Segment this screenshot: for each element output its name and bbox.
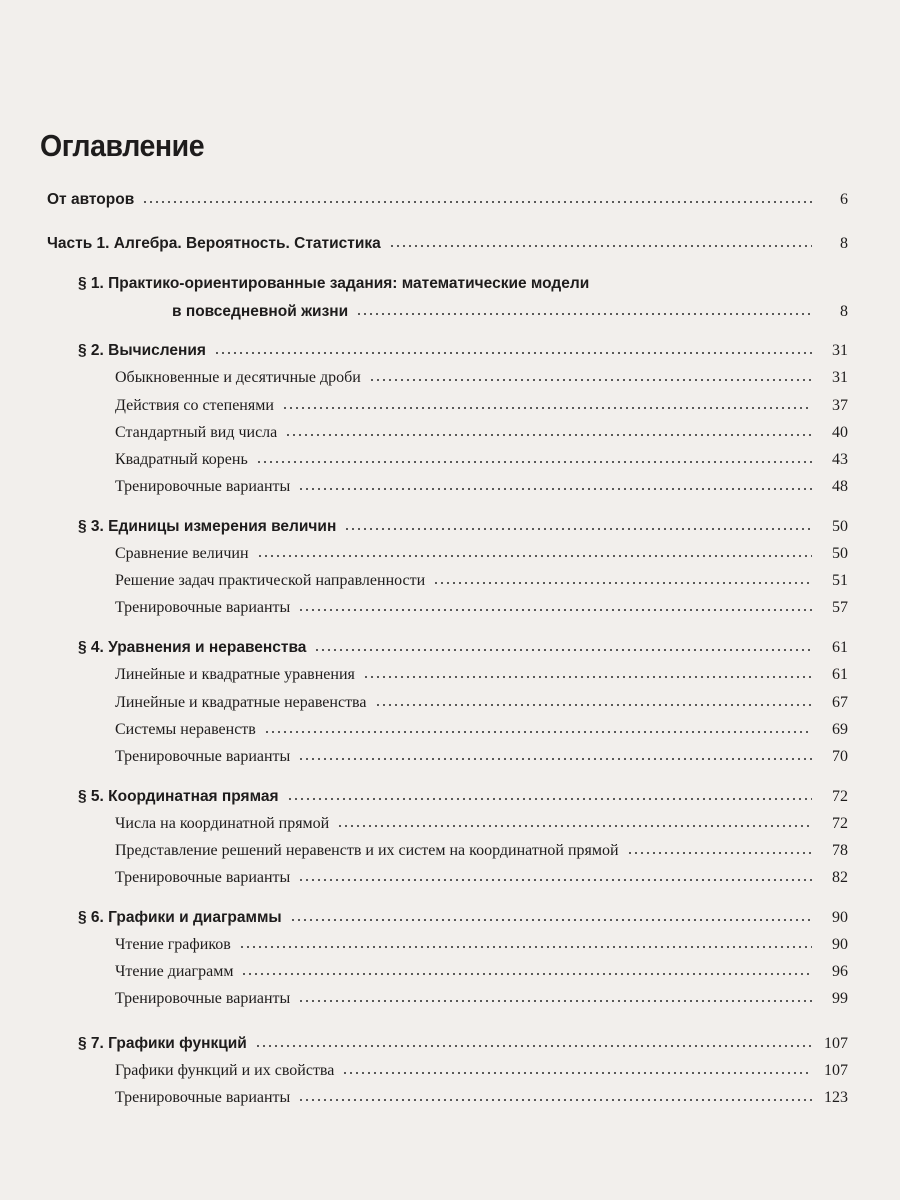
toc-entry-page: 82	[832, 869, 848, 887]
dot-leader	[344, 528, 812, 530]
dot-leader	[337, 825, 812, 827]
toc-entry-label: Системы неравенств	[115, 720, 256, 738]
dot-leader	[285, 434, 812, 436]
dot-leader	[314, 649, 812, 651]
toc-entry-label: Тренировочные варианты	[115, 869, 291, 887]
dot-leader	[264, 731, 812, 733]
toc-entry-page: 8	[840, 302, 848, 320]
toc-entry-page: 90	[832, 908, 848, 926]
toc-entry-page: 61	[832, 666, 848, 684]
toc-subsection[interactable]	[0, 1062, 900, 1089]
toc-entry-label: в повседневной жизни	[172, 302, 349, 320]
toc-entry-label: Обыкновенные и десятичные дроби	[115, 369, 361, 387]
toc-subsection[interactable]	[0, 694, 900, 721]
toc-entry-page: 31	[832, 342, 848, 360]
dot-leader	[356, 313, 812, 315]
toc-subsection[interactable]	[0, 936, 900, 963]
toc-subsection[interactable]	[0, 721, 900, 748]
toc-entry-label: Тренировочные варианты	[115, 478, 291, 496]
dot-leader	[290, 919, 812, 921]
toc-entry-page: 37	[832, 396, 848, 414]
toc-entry-label: Тренировочные варианты	[115, 747, 291, 765]
toc-entry-label: Тренировочные варианты	[115, 990, 291, 1008]
toc-entry-label: Представление решений неравенств и их систем на координатной прямой	[115, 841, 619, 859]
toc-entry-label: Линейные и квадратные неравенства	[115, 693, 367, 711]
toc-entry-page: 72	[832, 787, 848, 805]
toc-entry-label: Линейные и квадратные уравнения	[115, 666, 355, 684]
dot-leader	[239, 946, 812, 948]
toc-entry-page: 70	[832, 747, 848, 765]
toc-subsection[interactable]	[0, 369, 900, 396]
table-of-contents	[0, 191, 900, 1116]
toc-entry-label: Решение задач практической направленности	[115, 572, 426, 590]
dot-leader	[298, 488, 812, 490]
toc-entry-page: 57	[832, 599, 848, 617]
dot-leader	[363, 676, 812, 678]
dot-leader	[257, 555, 813, 557]
toc-entry-part1[interactable]	[0, 235, 900, 262]
dot-leader	[375, 704, 813, 706]
dot-leader	[298, 609, 812, 611]
toc-entry-page: 96	[832, 963, 848, 981]
toc-section-7[interactable]	[0, 1035, 900, 1062]
dot-leader	[298, 758, 812, 760]
toc-entry-label: Тренировочные варианты	[115, 1088, 291, 1106]
dot-leader	[214, 352, 812, 354]
toc-entry-page: 107	[824, 1034, 848, 1052]
toc-section-2[interactable]	[0, 342, 900, 369]
toc-subsection[interactable]	[0, 451, 900, 478]
toc-section-title-line[interactable]: § 1. Практико-ориентированные задания: математические модели	[78, 275, 590, 293]
dot-leader	[389, 245, 812, 247]
toc-subsection[interactable]	[0, 599, 900, 626]
toc-section-6[interactable]	[0, 909, 900, 936]
toc-subsection[interactable]	[0, 869, 900, 896]
toc-subsection[interactable]	[0, 990, 900, 1017]
toc-entry-page: 31	[832, 369, 848, 387]
dot-leader	[282, 407, 812, 409]
toc-entry-label: Чтение графиков	[115, 936, 231, 953]
toc-subsection[interactable]	[0, 545, 900, 572]
dot-leader	[298, 879, 812, 881]
toc-entry-label: Графики функций и их свойства	[115, 1061, 335, 1079]
toc-entry-page: 78	[832, 841, 848, 859]
toc-entry-page: 90	[832, 936, 848, 953]
toc-entry-page: 50	[832, 545, 848, 563]
dot-leader	[627, 852, 812, 854]
toc-subsection[interactable]	[0, 572, 900, 599]
dot-leader	[287, 798, 812, 800]
toc-subsection[interactable]	[0, 478, 900, 505]
toc-subsection[interactable]	[0, 963, 900, 990]
toc-section-5[interactable]	[0, 788, 900, 815]
toc-subsection[interactable]	[0, 748, 900, 775]
toc-entry-page: 50	[832, 517, 848, 535]
dot-leader	[241, 973, 812, 975]
toc-section-1[interactable]	[0, 303, 900, 330]
toc-entry-label: Числа на координатной прямой	[115, 814, 330, 832]
toc-entry-label: § 2. Вычисления	[78, 342, 206, 360]
dot-leader	[298, 1099, 812, 1101]
toc-entry-page: 123	[824, 1088, 848, 1106]
toc-entry-label: Действия со степенями	[115, 396, 274, 414]
toc-entry-page: 99	[832, 990, 848, 1008]
dot-leader	[298, 1000, 812, 1002]
toc-section-4[interactable]	[0, 639, 900, 666]
dot-leader	[369, 379, 812, 381]
toc-entry-label: § 6. Графики и диаграммы	[78, 908, 282, 926]
toc-entry-label: Стандартный вид числа	[115, 423, 278, 441]
toc-entry-label: Часть 1. Алгебра. Вероятность. Статистика	[47, 235, 381, 253]
toc-section-3[interactable]	[0, 518, 900, 545]
toc-entry-page: 48	[832, 478, 848, 496]
toc-subsection[interactable]	[0, 666, 900, 693]
toc-subsection[interactable]	[0, 842, 900, 869]
toc-entry-label: Чтение диаграмм	[115, 963, 234, 981]
toc-entry-page: 40	[832, 423, 848, 441]
dot-leader	[342, 1072, 812, 1074]
toc-subsection[interactable]	[0, 397, 900, 424]
dot-leader	[142, 201, 812, 203]
toc-entry-label: Тренировочные варианты	[115, 599, 291, 617]
toc-entry-page: 67	[832, 693, 848, 711]
toc-entry-page: 69	[832, 720, 848, 738]
toc-entry-page: 72	[832, 814, 848, 832]
dot-leader	[433, 582, 812, 584]
toc-entry-page: 107	[824, 1061, 848, 1079]
toc-subsection[interactable]	[0, 815, 900, 842]
toc-entry-page: 6	[840, 191, 848, 208]
dot-leader	[256, 461, 812, 463]
toc-entry-page: 61	[832, 639, 848, 657]
toc-entry-page: 43	[832, 451, 848, 468]
dot-leader	[255, 1045, 812, 1047]
toc-entry-label: Сравнение величин	[115, 545, 249, 563]
toc-entry-page: 8	[840, 235, 848, 253]
toc-entry-page: 51	[832, 572, 848, 590]
toc-entry-authors[interactable]	[0, 191, 900, 218]
toc-subsection[interactable]	[0, 424, 900, 451]
toc-entry-label: Квадратный корень	[115, 451, 248, 468]
toc-entry-label: § 5. Координатная прямая	[78, 787, 279, 805]
page-title: Оглавление	[40, 128, 205, 163]
toc-entry-label: § 4. Уравнения и неравенства	[78, 639, 307, 657]
toc-entry-label: § 3. Единицы измерения величин	[78, 517, 337, 535]
toc-subsection[interactable]	[0, 1089, 900, 1116]
toc-entry-label: От авторов	[47, 191, 135, 208]
toc-entry-label: § 7. Графики функций	[78, 1034, 247, 1052]
